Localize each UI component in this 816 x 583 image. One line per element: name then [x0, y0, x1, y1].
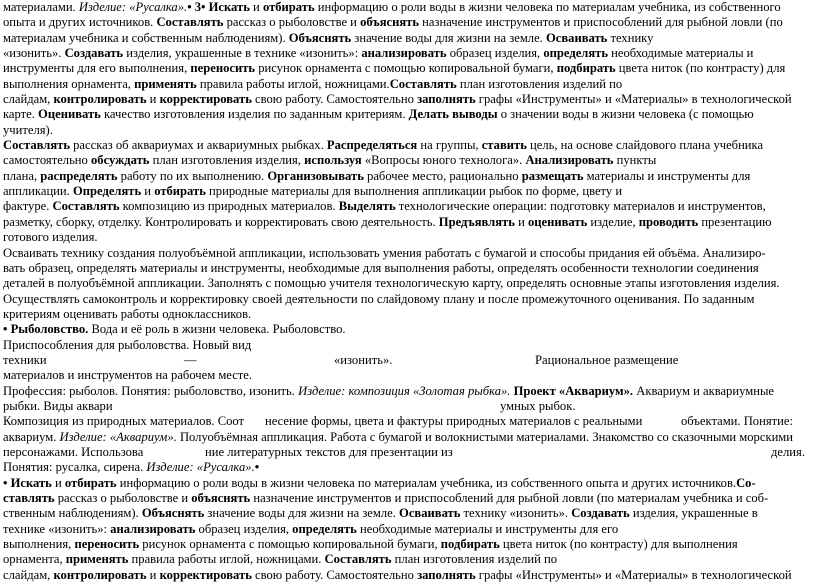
- text-line-columns: Композиция из природных материалов. Соот несение формы, цвета и фактуры природных материалов с реальными объектами. Понятие:: [3, 414, 793, 429]
- text-line: «изонить». Создавать изделия, украшенные в технике «изонить»: анализировать образец изделия, определять необходимые материалы и: [3, 46, 754, 61]
- text-run-bold: • 3•: [187, 0, 209, 14]
- text-run: материалами.: [3, 0, 79, 14]
- text-line-columns: персонажами. Использова ние литературных текстов для презентации из делия.: [3, 444, 805, 459]
- text-line: учителя).: [3, 122, 53, 137]
- text-line: аквариум. Изделие: «Аквариум». Полуобъёмная аппликация. Работа с бумагой и волокнистыми материалами. Знакомство со сказочными морскими: [3, 429, 794, 444]
- text-run-italic: Изделие: «Русалка».: [78, 0, 188, 14]
- text-line: выполнения, переносить рисунок орнамента с помощью копировальной бумаги, подбирать цвета ниток (по контрасту) для выполнения: [3, 537, 738, 552]
- text-line: • Искать и отбирать информацию о роли воды в жизни человека по материалам учебника, из собственного опыта и других источников.Со-: [3, 475, 756, 490]
- text-line: фактуре. Составлять композицию из природных материалов. Выделять технологические операции: подготовку материалов и инструментов,: [3, 199, 766, 214]
- text-line: самостоятельно обсуждать план изготовления изделия, используя «Вопросы юного технолога». Анализировать пункты: [3, 153, 657, 168]
- text-line: разметку, сборку, отделку. Контролировать и корректировать свою деятельность. Предъявлять и оценивать изделие, проводить презентацию: [3, 214, 772, 229]
- text-line: Приспособления для рыболовства. Новый вид: [3, 337, 252, 352]
- text-line: материалов и инструментов на рабочем месте.: [3, 368, 253, 383]
- text-line: Составлять рассказ об аквариумах и аквариумных рыбках. Распределяться на группы, ставить цель, на основе слайдового плана учебника: [3, 138, 764, 153]
- text-run: и: [249, 0, 263, 14]
- text-line: Осваивать технику создания полуобъёмной аппликации, использовать умения работать с бумагой и способы придания ей объёма. Анализиро-: [3, 245, 766, 260]
- text-line: Профессия: рыболов. Понятия: рыболовство, изонить. Изделие: композиция «Золотая рыбка». Проект «Аквариум». Аквариум и аквариумные: [3, 383, 774, 398]
- text-line: Понятия: русалка, сирена. Изделие: «Русалка».•: [3, 460, 260, 475]
- text-line: ставлять рассказ о рыболовстве и объяснять назначение инструментов и приспособлений для рыбной ловли (по материалам учебника и соб-: [3, 491, 769, 505]
- text-line: технике «изонить»: анализировать образец изделия, определять необходимые материалы и инструменты для его: [3, 521, 619, 536]
- paragraph-aquarium-objectives: [3, 138, 813, 245]
- text-line: аппликации. Определять и отбирать природные материалы для выполнения аппликации рыбок по форме, цвету и: [3, 184, 623, 199]
- text-line: опыта и других источников. Составлять рассказ о рыболовстве и объяснять назначение инструментов и приспособлений для рыбной ловли (по: [3, 15, 783, 30]
- text-line: Осуществлять самоконтроль и корректировку своей деятельности по слайдовому плану и после промежуточного оценивания. По заданным: [3, 291, 755, 306]
- text-line-columns: техники — «изонить». Рациональное размещение: [3, 352, 679, 367]
- paragraph-semi-volume-applique: [3, 246, 813, 323]
- paragraph-water-objectives-repeat: [3, 476, 813, 583]
- text-line: слайдам, контролировать и корректировать свою работу. Самостоятельно заполнять графы «Инструменты» и «Материалы» в технологической: [3, 92, 792, 107]
- paragraph-water-objectives: [3, 0, 813, 138]
- text-line: орнамента, применять правила работы иглой, ножницами. Составлять план изготовления изделий по: [3, 552, 558, 567]
- text-line: • Рыболовство. Вода и её роль в жизни человека. Рыболовство.: [3, 322, 346, 337]
- text-line: [3, 0, 813, 15]
- text-line: деталей в полуобъёмной аппликации. Заполнять с помощью учителя технологическую карту, определять основные этапы изготовления изделия.: [3, 276, 780, 291]
- text-line-columns: рыбки. Виды аквари умных рыбок.: [3, 398, 576, 413]
- text-run-bold: Искать: [208, 0, 250, 14]
- text-line: карте. Оценивать качество изготовления изделия по заданным критериям. Делать выводы о значении воды в жизни человека (с помощью: [3, 107, 754, 122]
- text-line: критериям оценивать работы одноклассников.: [3, 306, 252, 321]
- text-run-bold: отбирать: [262, 0, 315, 14]
- text-line: выполнения орнамента, применять правила работы иглой, ножницами.Составлять план изготовления изделий по: [3, 76, 623, 91]
- text-line: ственным наблюдениям). Объяснять значение воды для жизни на земле. Осваивать технику «изонить». Создавать изделия, украшенные в: [3, 506, 758, 521]
- topic-fishing-block: [3, 322, 813, 475]
- text-line: слайдам, контролировать и корректировать свою работу. Самостоятельно заполнять графы «Инструменты» и «Материалы» в технологической: [3, 567, 792, 582]
- text-line: плана, распределять работу по их выполнению. Организовывать рабочее место, рационально размещать материалы и инструменты для: [3, 168, 751, 183]
- text-line: готового изделия.: [3, 230, 98, 245]
- text-line: инструменты для его выполнения, переносить рисунок орнамента с помощью копировальной бумаги, подбирать цвета ниток (по контрасту) для: [3, 61, 786, 76]
- text-line: материалам учебника и собственным наблюдениям). Объяснять значение воды для жизни на земле. Осваивать технику: [3, 30, 654, 45]
- text-line: вать образец, определять материалы и инструменты, необходимые для выполнения работы, определять особенности технологии соединения: [3, 260, 759, 275]
- text-run: информацию о роли воды в жизни человека по материалам учебника, из собственного: [314, 0, 781, 14]
